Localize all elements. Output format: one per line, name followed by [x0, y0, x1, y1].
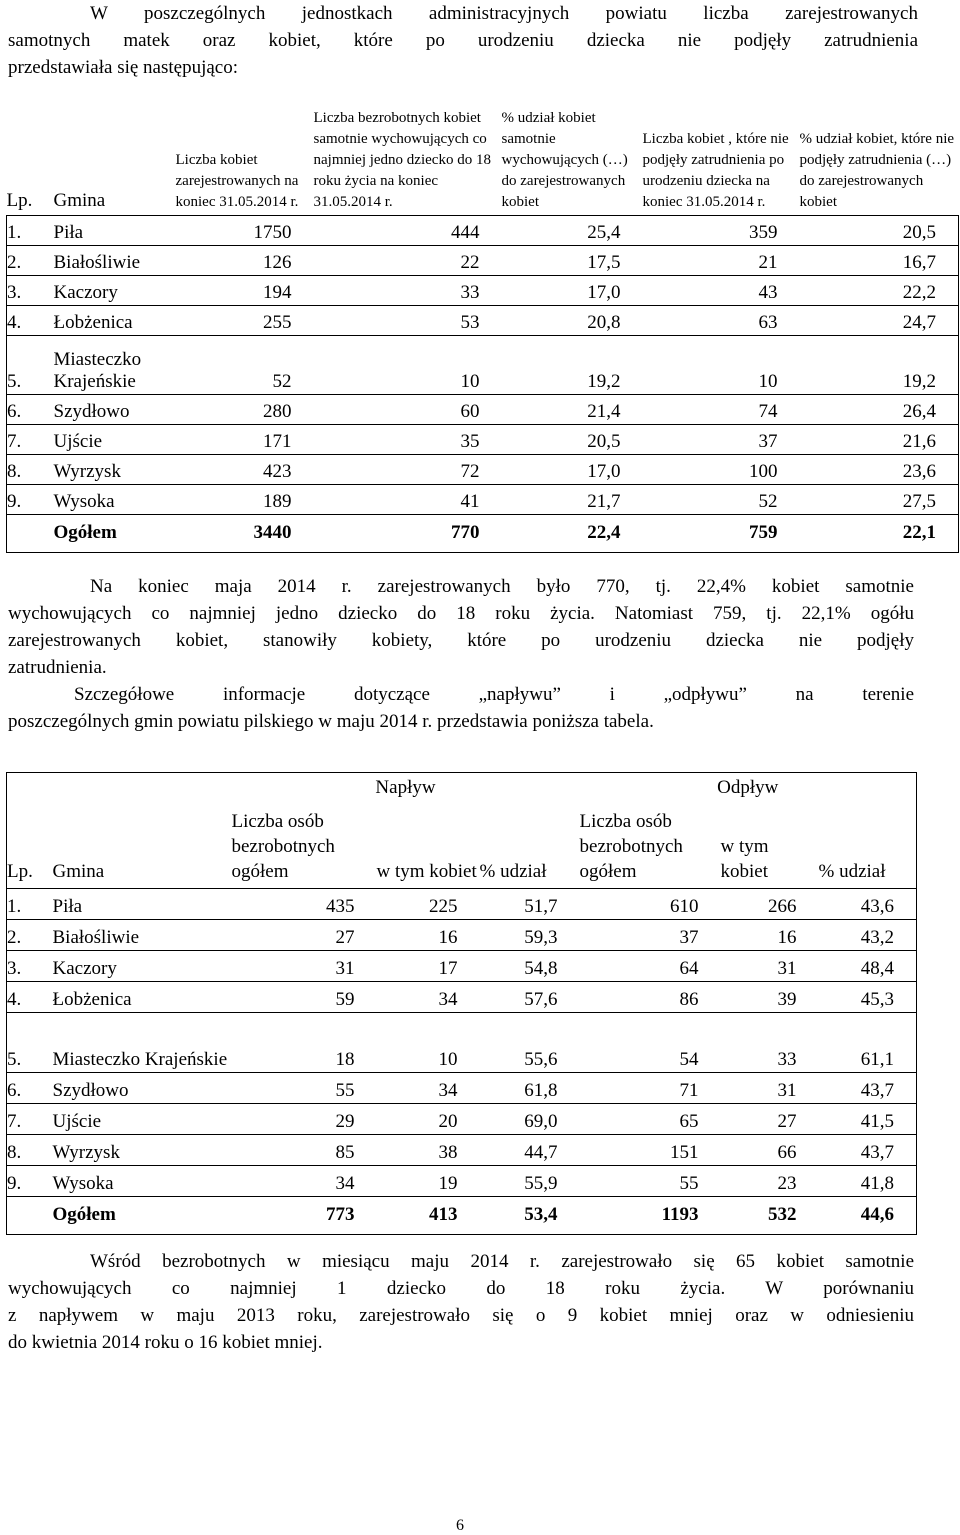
table-cell: 17 [377, 951, 480, 982]
table-cell: 423 [176, 454, 314, 484]
table-row [7, 951, 917, 982]
table-cell: 1750 [176, 215, 314, 245]
table-cell: 63 [643, 305, 800, 335]
table-cell: 38 [377, 1135, 480, 1166]
table-cell: 43,7 [819, 1073, 917, 1104]
gmina-name: Łobżenica [54, 305, 176, 335]
table-row [7, 245, 959, 275]
gmina-name: Wyrzysk [54, 454, 176, 484]
table-cell: 19 [377, 1166, 480, 1197]
total-cell: 53,4 [480, 1197, 580, 1235]
table-cell: 31 [721, 1073, 819, 1104]
row-number: 1. [7, 215, 54, 245]
table-cell: 17,0 [502, 275, 643, 305]
row-number: 9. [7, 1166, 53, 1197]
table-cell: 359 [643, 215, 800, 245]
table-cell: 151 [580, 1135, 721, 1166]
table-cell: 33 [314, 275, 502, 305]
row-number: 2. [7, 920, 53, 951]
total-label: Ogółem [53, 1197, 232, 1235]
table-row [7, 394, 959, 424]
table-cell: 53 [314, 305, 502, 335]
table-cell: 45,3 [819, 982, 917, 1013]
group-inflow: Napływ [232, 773, 580, 807]
table-cell: 21,4 [502, 394, 643, 424]
total-cell: 773 [232, 1197, 377, 1235]
row-number: 8. [7, 454, 54, 484]
table-cell: 126 [176, 245, 314, 275]
table-cell: 266 [721, 889, 819, 920]
table-cell: 19,2 [502, 335, 643, 394]
row-number: 5. [7, 335, 54, 394]
table-cell: 41 [314, 484, 502, 514]
header2-gmina: Gmina [53, 807, 232, 889]
table-cell: 66 [721, 1135, 819, 1166]
table-cell: 255 [176, 305, 314, 335]
page-number: 6 [456, 1517, 464, 1534]
table-cell: 71 [580, 1073, 721, 1104]
table-cell: 444 [314, 215, 502, 245]
table-cell: 52 [176, 335, 314, 394]
header-not-employed-share: % udział kobiet, które nie podjęły zatrudnienia (…) do zarejestrowanych kobiet [800, 84, 959, 215]
header2-inflow-share: % udział [480, 807, 580, 889]
closing-line-1: Wśród bezrobotnych w miesiącu maju 2014 r. zarejestrowało się 65 kobiet samotnie [90, 1251, 914, 1272]
group-outflow: Odpływ [580, 773, 917, 807]
summary-paragraph [8, 573, 914, 735]
gmina-name: Piła [54, 215, 176, 245]
table-cell: 22,2 [800, 275, 959, 305]
gmina-name: Ujście [53, 1104, 232, 1135]
table-cell: 54,8 [480, 951, 580, 982]
table-row [7, 424, 959, 454]
table-cell: 194 [176, 275, 314, 305]
header-gmina: Gmina [54, 84, 176, 215]
table-cell: 59 [232, 982, 377, 1013]
row-number: 3. [7, 951, 53, 982]
table-cell: 37 [580, 920, 721, 951]
table-row [7, 1104, 917, 1135]
table-row [7, 1135, 917, 1166]
summary-line-3: zarejestrowanych kobiet, stanowiły kobiety, które po urodzeniu dziecka nie podjęły [8, 630, 914, 651]
table-cell: 10 [314, 335, 502, 394]
table-row [7, 1073, 917, 1104]
table-cell: 43,7 [819, 1135, 917, 1166]
single-mothers-table [6, 84, 959, 553]
table-cell: 52 [643, 484, 800, 514]
row-number: 4. [7, 982, 53, 1013]
table-cell: 22 [314, 245, 502, 275]
table-cell: 55 [232, 1073, 377, 1104]
table-cell: 43,2 [819, 920, 917, 951]
table-cell: 31 [721, 951, 819, 982]
gmina-name: Miasteczko Krajeńskie [54, 335, 176, 394]
table-cell: 41,5 [819, 1104, 917, 1135]
table-cell: 189 [176, 484, 314, 514]
total-row [7, 1197, 917, 1235]
summary-line-5: Szczegółowe informacje dotyczące „napływu” i „odpływu” na terenie [74, 684, 914, 705]
table-cell: 20 [377, 1104, 480, 1135]
inflow-outflow-table [6, 772, 917, 1235]
table-cell: 60 [314, 394, 502, 424]
header2-outflow-total: Liczba osób bezrobotnych ogółem [580, 807, 721, 889]
intro-line-1: W poszczególnych jednostkach administracyjnych powiatu liczba zarejestrowanych [90, 3, 918, 24]
table-cell: 20,8 [502, 305, 643, 335]
table-cell: 10 [377, 1013, 480, 1073]
table-cell: 34 [377, 1073, 480, 1104]
row-number: 2. [7, 245, 54, 275]
header2-inflow-total: Liczba osób bezrobotnych ogółem [232, 807, 377, 889]
table-cell: 20,5 [800, 215, 959, 245]
header-not-employed: Liczba kobiet , które nie podjęły zatrudnienia po urodzeniu dziecka na koniec 31.05.2014 r. [643, 84, 800, 215]
row-number: 3. [7, 275, 54, 305]
row-number: 7. [7, 424, 54, 454]
table-row [7, 1013, 917, 1073]
gmina-name: Piła [53, 889, 232, 920]
table-cell: 20,5 [502, 424, 643, 454]
gmina-name: Łobżenica [53, 982, 232, 1013]
gmina-name: Kaczory [54, 275, 176, 305]
total-cell: 1193 [580, 1197, 721, 1235]
intro-line-3: przedstawiała się następująco: [8, 57, 239, 78]
table-cell: 41,8 [819, 1166, 917, 1197]
row-number: 7. [7, 1104, 53, 1135]
table-cell: 55,6 [480, 1013, 580, 1073]
table-cell: 26,4 [800, 394, 959, 424]
table-cell: 51,7 [480, 889, 580, 920]
table-cell: 72 [314, 454, 502, 484]
table-cell: 10 [643, 335, 800, 394]
table-cell: 43 [643, 275, 800, 305]
closing-line-4: do kwietnia 2014 roku o 16 kobiet mniej. [8, 1332, 323, 1353]
table-cell: 55 [580, 1166, 721, 1197]
table-cell: 31 [232, 951, 377, 982]
table-cell: 65 [580, 1104, 721, 1135]
gmina-name: Białośliwie [53, 920, 232, 951]
table-cell: 61,8 [480, 1073, 580, 1104]
table-cell: 33 [721, 1013, 819, 1073]
table-cell: 17,0 [502, 454, 643, 484]
header-registered-women: Liczba kobiet zarejestrowanych na koniec 31.05.2014 r. [176, 84, 314, 215]
table-cell: 61,1 [819, 1013, 917, 1073]
row-number: 6. [7, 394, 54, 424]
row-number: 8. [7, 1135, 53, 1166]
table-cell: 280 [176, 394, 314, 424]
summary-line-6: poszczególnych gmin powiatu pilskiego w maju 2014 r. przedstawia poniższa tabela. [8, 711, 654, 732]
table-cell: 18 [232, 1013, 377, 1073]
total-cell: 22,4 [502, 514, 643, 552]
header2-outflow-share: % udział [819, 807, 917, 889]
table-cell: 100 [643, 454, 800, 484]
table-row [7, 305, 959, 335]
table-cell: 27,5 [800, 484, 959, 514]
table2-body [7, 889, 917, 1235]
table-cell: 19,2 [800, 335, 959, 394]
table-row [7, 920, 917, 951]
table-cell: 23,6 [800, 454, 959, 484]
table-cell: 44,7 [480, 1135, 580, 1166]
intro-paragraph [8, 0, 918, 81]
table-cell: 23 [721, 1166, 819, 1197]
gmina-name: Wyrzysk [53, 1135, 232, 1166]
table-cell: 74 [643, 394, 800, 424]
gmina-name: Ujście [54, 424, 176, 454]
header2-outflow-women: w tym kobiet [721, 807, 819, 889]
table-cell: 27 [232, 920, 377, 951]
header-single-mothers-share: % udział kobiet samotnie wychowujących (…) do zarejestrowanych kobiet [502, 84, 643, 215]
table-cell: 37 [643, 424, 800, 454]
table1-body [7, 215, 959, 552]
table-cell: 34 [232, 1166, 377, 1197]
table-cell: 43,6 [819, 889, 917, 920]
gmina-name: Kaczory [53, 951, 232, 982]
table-cell: 54 [580, 1013, 721, 1073]
table-row [7, 275, 959, 305]
total-row [7, 514, 959, 552]
total-cell: 3440 [176, 514, 314, 552]
table-row [7, 484, 959, 514]
table-cell: 16 [377, 920, 480, 951]
summary-line-4: zatrudnienia. [8, 657, 107, 678]
total-cell: 44,6 [819, 1197, 917, 1235]
total-cell: 413 [377, 1197, 480, 1235]
header2-inflow-women: w tym kobiet [377, 807, 480, 889]
table-cell: 25,4 [502, 215, 643, 245]
table-cell: 24,7 [800, 305, 959, 335]
table-cell: 64 [580, 951, 721, 982]
table-cell: 171 [176, 424, 314, 454]
table-cell: 16 [721, 920, 819, 951]
table-cell: 69,0 [480, 1104, 580, 1135]
gmina-name: Szydłowo [53, 1073, 232, 1104]
closing-line-3: z napływem w maju 2013 roku, zarejestrowało się o 9 kobiet mniej oraz w odniesieniu [8, 1305, 914, 1326]
header-lp: Lp. [7, 84, 54, 215]
table-row [7, 454, 959, 484]
closing-line-2: wychowujących co najmniej 1 dziecko do 18 roku życia. W porównaniu [8, 1278, 914, 1299]
table-cell: 27 [721, 1104, 819, 1135]
gmina-name: Szydłowo [54, 394, 176, 424]
total-cell: 770 [314, 514, 502, 552]
table-cell: 17,5 [502, 245, 643, 275]
table-cell: 21,7 [502, 484, 643, 514]
table-cell: 85 [232, 1135, 377, 1166]
row-number: 9. [7, 484, 54, 514]
total-cell: 532 [721, 1197, 819, 1235]
header2-lp: Lp. [7, 807, 53, 889]
table-cell: 34 [377, 982, 480, 1013]
intro-line-2: samotnych matek oraz kobiet, które po urodzeniu dziecka nie podjęły zatrudnienia [8, 30, 918, 51]
table-row [7, 982, 917, 1013]
table-cell: 225 [377, 889, 480, 920]
table-cell: 39 [721, 982, 819, 1013]
row-number: 6. [7, 1073, 53, 1104]
table-cell: 29 [232, 1104, 377, 1135]
table-cell: 21,6 [800, 424, 959, 454]
table-cell: 610 [580, 889, 721, 920]
total-cell: 22,1 [800, 514, 959, 552]
gmina-name: Wysoka [53, 1166, 232, 1197]
table-row [7, 1166, 917, 1197]
row-number: 5. [7, 1013, 53, 1073]
table-cell: 16,7 [800, 245, 959, 275]
summary-line-1: Na koniec maja 2014 r. zarejestrowanych było 770, tj. 22,4% kobiet samotnie [90, 576, 914, 597]
total-cell: 759 [643, 514, 800, 552]
table-row [7, 335, 959, 394]
table-cell: 59,3 [480, 920, 580, 951]
table-row [7, 215, 959, 245]
table-cell: 435 [232, 889, 377, 920]
gmina-name: Białośliwie [54, 245, 176, 275]
table-cell: 86 [580, 982, 721, 1013]
row-number: 1. [7, 889, 53, 920]
row-number: 4. [7, 305, 54, 335]
table-cell: 57,6 [480, 982, 580, 1013]
header-single-mothers: Liczba bezrobotnych kobiet samotnie wychowujących co najmniej jedno dziecko do 18 roku życia na koniec 31.05.2014 r. [314, 84, 502, 215]
table-row [7, 889, 917, 920]
table-cell: 35 [314, 424, 502, 454]
gmina-name: Wysoka [54, 484, 176, 514]
table-cell: 55,9 [480, 1166, 580, 1197]
gmina-name: Miasteczko Krajeńskie [53, 1013, 232, 1073]
table-cell: 21 [643, 245, 800, 275]
table-cell: 48,4 [819, 951, 917, 982]
total-label: Ogółem [54, 514, 176, 552]
closing-paragraph [8, 1248, 914, 1356]
summary-line-2: wychowujących co najmniej jedno dziecko do 18 roku życia. Natomiast 759, tj. 22,1% ogółu [8, 603, 914, 624]
